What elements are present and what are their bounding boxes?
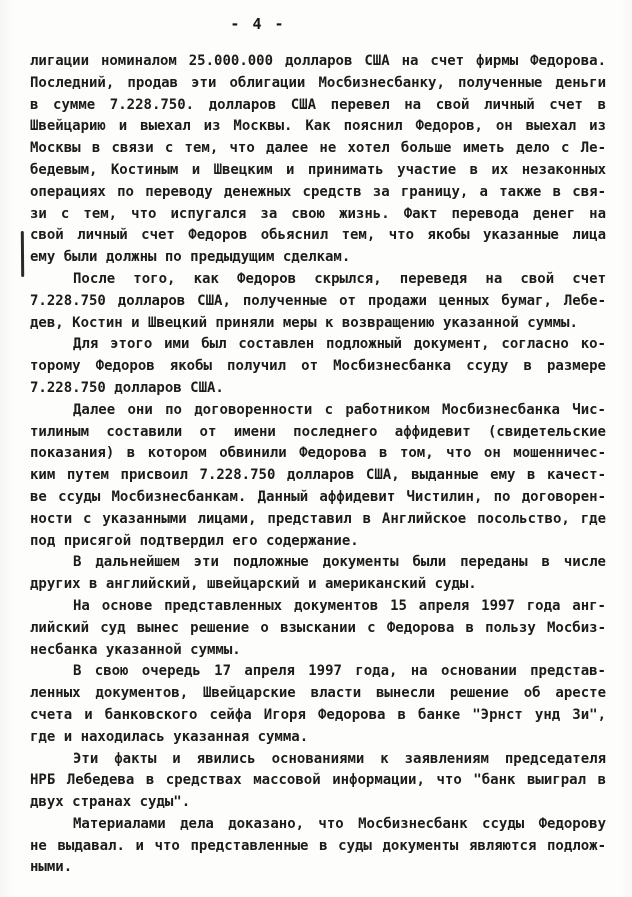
- text-line: под присягой подтвердил его содержание.: [30, 532, 359, 549]
- text-line: Материалами дела доказано, что Мосбизнесбанк ссуды Федорову: [73, 815, 606, 832]
- text-line: где и находилась указанная сумма.: [30, 728, 309, 745]
- paragraph: [30, 749, 606, 814]
- paragraph: [30, 552, 606, 596]
- text-line: В дальнейшем эти подложные документы были переданы в числе: [73, 554, 606, 571]
- text-line: Далее они по договоренности с работником Мосбизнесбанка Чис-: [73, 401, 606, 418]
- text-line: Эти факты и явились основаниями к заявлениям председателя: [73, 750, 606, 767]
- paragraph: [30, 596, 606, 661]
- text-line: На основе представленных документов 15 апреля 1997 года анг-: [73, 597, 606, 614]
- text-line: операциях по переводу денежных средств за границу, а также в свя-: [30, 183, 606, 200]
- text-line: лигации номиналом 25.000.000 долларов США на счет фирмы Федорова.: [30, 53, 606, 69]
- text-line: Москвы в связи с тем, что далее не хотел больше иметь дело с Ле-: [30, 140, 606, 157]
- text-line: ему были должны по предыдущим сделкам.: [30, 249, 351, 266]
- text-line: ве ссуды Мосбизнесбанкам. Данный аффидевит Чистилин, по договорен-: [30, 488, 606, 505]
- text-line: бедевым, Костиным и Швецким и принимать участие в их незаконных: [30, 161, 606, 178]
- paragraph: [30, 269, 606, 334]
- text-line: зи с тем, что испугался за свою жизнь. Факт перевода денег на: [30, 205, 606, 222]
- text-line: торому Федоров якобы получил от Мосбизнесбанка ссуду в размере: [30, 358, 606, 375]
- text-line: В свою очередь 17 апреля 1997 года, на основании представ-: [73, 663, 606, 680]
- document-body-text: [30, 51, 606, 879]
- paragraph: [30, 814, 606, 879]
- text-line: 7.228.750 долларов США.: [30, 379, 224, 396]
- text-line: счета и банковского сейфа Игоря Федорова в банке "Эрнст унд Зи",: [30, 706, 606, 723]
- text-line: Для этого ими был составлен подложный документ, согласно ко-: [73, 336, 606, 353]
- text-line: в сумме 7.228.750. долларов США перевел на свой личный счет в: [30, 96, 606, 113]
- text-line: ности с указанными лицами, представил в Английское посольство, где: [30, 510, 606, 527]
- text-line: ленных документов, Швейцарские власти вынесли решение об аресте: [30, 685, 606, 702]
- text-line: показания) в котором обвинили Федорова в том, что он мошенничес-: [30, 445, 606, 462]
- text-line: других в английский, швейцарский и американский суды.: [30, 576, 477, 593]
- text-line: двух странах суды".: [30, 794, 191, 811]
- paragraph: [30, 400, 606, 553]
- text-line: лийский суд вынес решение о взыскании с Федорова в пользу Мосбиз-: [30, 619, 606, 636]
- text-line: дев, Костин и Швецкий приняли меры к возвращению указанной суммы.: [30, 314, 578, 331]
- text-line: не выдавал. и что представленные в суды документы являются подлож-: [30, 837, 606, 854]
- text-line: несбанка указанной суммы.: [30, 641, 241, 658]
- text-line: Швейцарию и выехал из Москвы. Как пояснил Федоров, он выехал из: [30, 118, 606, 135]
- text-line: ными.: [30, 859, 73, 876]
- paragraph: [30, 661, 606, 748]
- text-line: 7.228.750 долларов США, полученные от продажи ценных бумаг, Лебе-: [30, 292, 606, 309]
- page-number: - 4 -: [230, 15, 286, 33]
- paragraph: [30, 51, 606, 269]
- handwritten-margin-mark: [21, 231, 24, 277]
- text-line: тилиным составили от имени последнего аффидевит (свидетельские: [30, 423, 606, 440]
- text-line: свой личный счет Федоров обьяснил тем, что якобы указанные лица: [30, 227, 606, 244]
- text-line: НРБ Лебедева в средствах массовой информации, что "банк выиграл в: [30, 772, 606, 789]
- text-line: ким путем присвоил 7.228.750 долларов США, выданные ему в качест-: [30, 467, 606, 484]
- paragraph: [30, 334, 606, 399]
- text-line: После того, как Федоров скрылся, переведя на свой счет: [73, 270, 606, 287]
- text-line: Последний, продав эти облигации Мосбизнесбанку, полученные деньги: [30, 74, 606, 91]
